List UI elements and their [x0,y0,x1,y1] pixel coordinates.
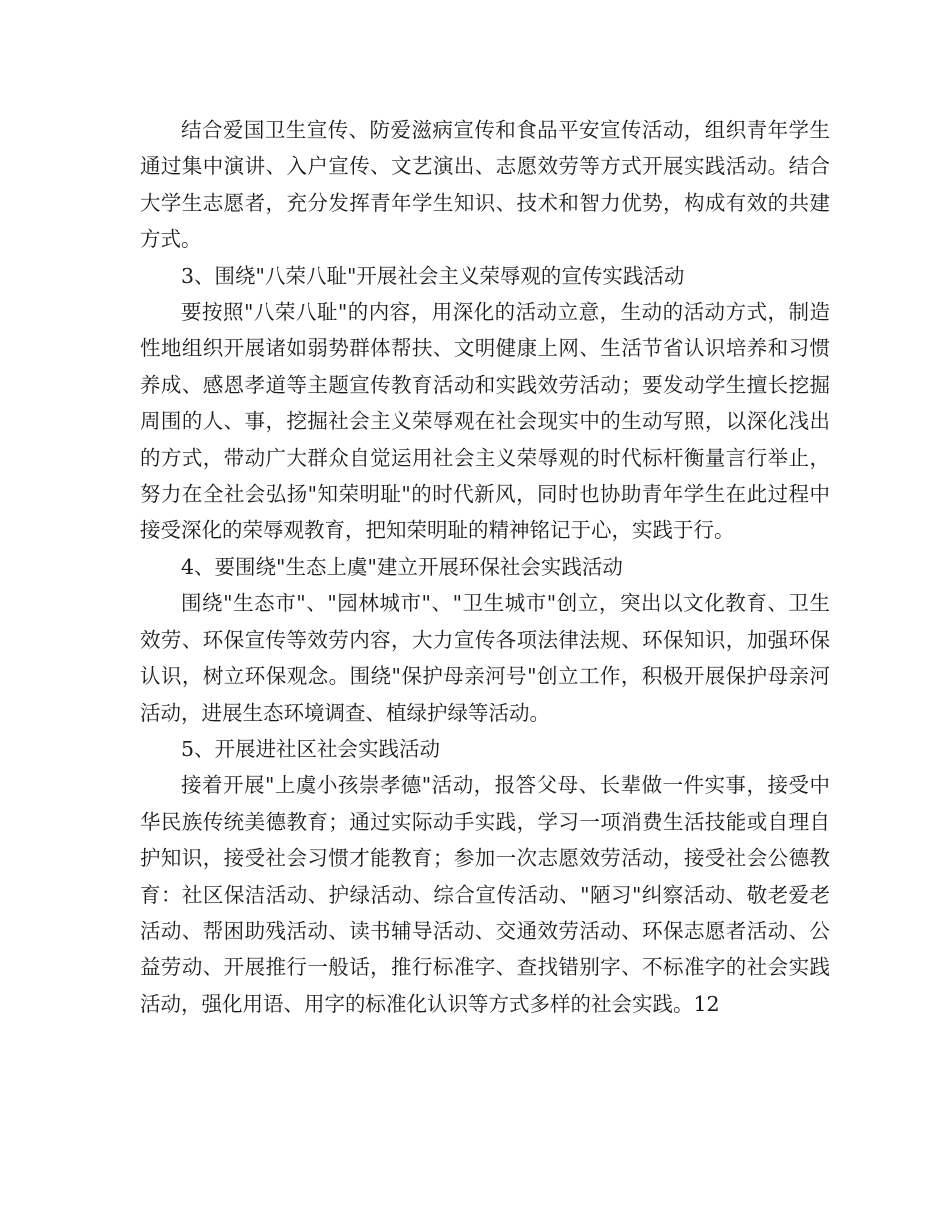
paragraph-community-details: 接着开展"上虞小孩崇孝德"活动，报答父母、长辈做一件实事，接受中华民族传统美德教育；通过实际动手实践，学习一项消费生活技能或自理自护知识，接受社会习惯才能教育；参加一次志愿效劳活动，接受社会公德教育：社区保洁活动、护绿活动、综合宣传活动、"陋习"纠察活动、敬老爱老活动、帮困助残活动、读书辅导活动、交通效劳活动、环保志愿者活动、公益劳动、开展推行一般话，推行标准字、查找错别字、不标准字的社会实践活动，强化用语、用字的标准化认识等方式多样的社会实践。12 [140,773,830,1016]
paragraph-honor-shame-details: 要按照"八荣八耻"的内容，用深化的活动立意，生动的活动方式，制造性地组织开展诸如弱势群体帮扶、文明健康上网、生活节省认识培养和习惯养成、感恩孝道等主题宣传教育活动和实践效劳活动；要发动学生擅长挖掘周围的人、事，挖掘社会主义荣辱观在社会现实中的生动写照，以深化浅出的方式，带动广大群众自觉运用社会主义荣辱观的时代标杆衡量言行举止，努力在全社会弘扬"知荣明耻"的时代新风，同时也协助青年学生在此过程中接受深化的荣辱观教育，把知荣明耻的精神铭记于心，实践于行。 [140,300,830,543]
heading-eco-activity: 4、要围绕"生态上虞"建立开展环保社会实践活动 [181,554,623,579]
paragraph-eco-details: 围绕"生态市"、"园林城市"、"卫生城市"创立，突出以文化教育、卫生效劳、环保宣传等效劳内容，大力宣传各项法律法规、环保知识，加强环保认识，树立环保观念。围绕"保护母亲河号"创立工作，积极开展保护母亲河活动，进展生态环境调查、植绿护绿等活动。 [140,591,830,725]
heading-honor-shame-activity: 3、围绕"八荣八耻"开展社会主义荣辱观的宣传实践活动 [181,263,685,288]
heading-community-activity: 5、开展进社区社会实践活动 [181,736,441,761]
paragraph-health-promotion: 结合爱国卫生宣传、防爱滋病宣传和食品平安宣传活动，组织青年学生通过集中演讲、入户宣传、文艺演出、志愿效劳等方式开展实践活动。结合大学生志愿者，充分发挥青年学生知识、技术和智力优势，构成有效的共建方式。 [140,118,830,252]
document-body [140,112,830,1022]
